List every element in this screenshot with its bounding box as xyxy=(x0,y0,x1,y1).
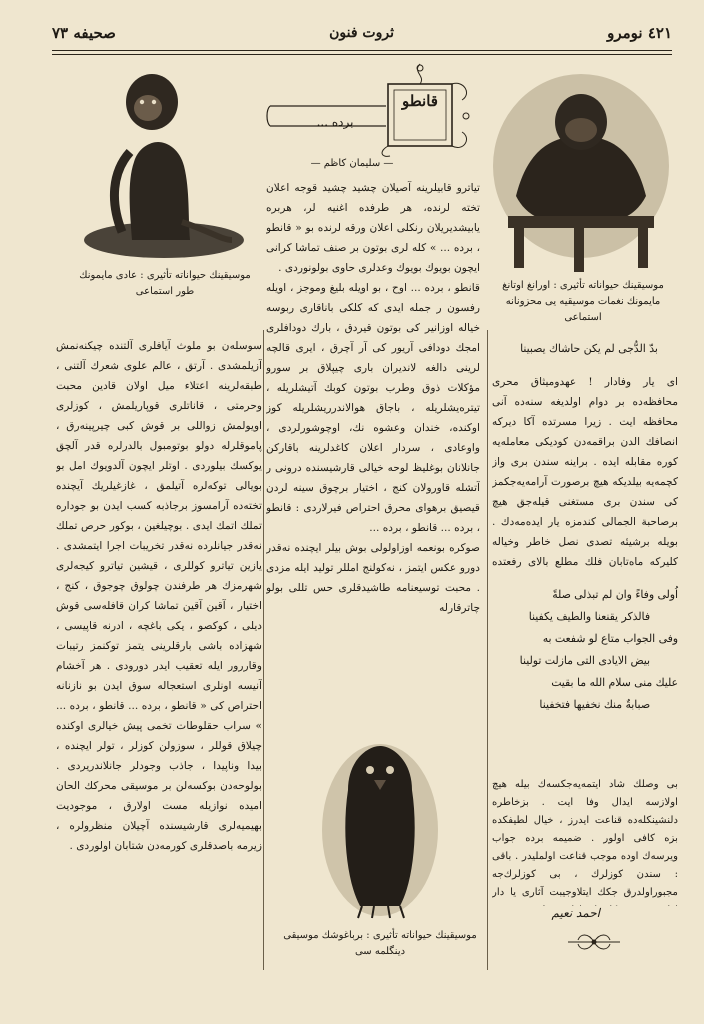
page-header xyxy=(52,18,672,48)
orangutan-illustration xyxy=(486,66,676,276)
center-paragraph: تياترو قابيلرينه آصيلان چشيد چشيد قوجه اعلان تخته لرنده، هر طرفده اغنيه لر، هربره يابيشديريلان رنكلى اعلان ورقه لرنده بو « قانطو ، برده ... » كله لرى بوتون بر صنف تماشا كرانى ايچون بويوك بويوك وعدلرى حاوى بولونوردى . xyxy=(266,182,480,274)
article-title: قانطو xyxy=(402,92,438,110)
verse-top: بدّ الدُّجى لم يكن حاشاك يصبينا xyxy=(520,342,658,355)
left-column xyxy=(56,336,262,966)
verse-line: عليك منى سلام الله ما بقيت xyxy=(551,676,678,689)
verse-line: فالذكر يقنعنا والطيف يكفينا xyxy=(528,610,650,623)
verse-line: بيض الايادى التى مازلت تولينا xyxy=(519,654,650,667)
article-author: — سليمان كاظم — xyxy=(310,158,394,169)
center-column xyxy=(266,178,480,700)
monkey-caption: موسيقينك حيواناته تأثيرى : عادى مايمونك طور استماعى xyxy=(79,270,251,297)
owl-illustration xyxy=(318,730,442,920)
left-paragraph: سوسله‌ن بو ملوث آيافلرى آلتنده چيكنه‌نمش آزيلمشدى . آرتق ، عالم علوى شعرك آلتنى ، طبقه‌لرينه اعتلاء ميل اولان قادين محبت وحرمتى ، قاناتلرى قوپاريلمش ، كوزلرى اويولمش زواللى بر قوش كبى چيرپينه‌رق ، پاموقلرله دولو بوتومبول بالدرلره قدر آلچق يوكسك بيلوردى . اوتلر ايچون آلدويوك امل بو بويالى توكه‌لره آتيلمق ، غازغيلريك آيچنده تخته‌ده آرامسوز برجاذبه كسب ايدن بو جوداره تملك اتمك ايدى . بوچيلغين ، بوكور حرص تملك نەقدر جيانلرده نەقدر تخريبات اجرا ايتمشدى . يازين تياترو كوللرى ، قيشين تياترو كيجەلرى شهرمزك هر طرفندن چولوق چوجوق ، كنج ، اختيار ، آقين آقين تماشا كران قافله‌سى قوش ديلى ، كوكصو ، يكى باغچه ، ادرنه قاپيسى ، شهزاده باشى بارقلرينى يتمز توكنمز رتيبات وقاررور ايله تعقيب ايدر دورودى . هر آخشام آنيسه اونلرى استعجاله سوق ايدن بو نازنانه احتراص كى « قانطو ، برده ... قانطو ، برده ... » سراب حقلوطات تخمى پيش خيالرى اوكنده چيلاق قوللر ، سوزولن كوزلر ، تولر ايچنده ، بيدا وناپيدا ، جاذب وجودلر جانلاندريردى . بولوحه‌دن بوكسه‌لن بر موسيقى محركك الحان اميده نوازيله مست اولارق ، موجوديت بهيميه‌لرى قارشيسنده آچيلان منظرولره ، زيرمه باصدقلرى كورمه‌دن شتابان اولوردى . xyxy=(56,340,262,852)
column-divider xyxy=(487,330,488,970)
column-divider xyxy=(263,330,264,970)
title-ornament xyxy=(266,60,478,160)
center-paragraph: قانطو ، برده ... اوح ، بو اويله بليغ وموجز ، اويله رفسون ر جمله ايدى كه كلكى باناقارى ربوسه خياله اوزانير كى بوتون قيردق ، بارك دودافلرى امجك دودافى آريور كى آر آچرق ، ايرى قالچه لرينى دالغه لانديران بارى چيپلاق بر سورو مؤكلات ذوق وطرب بوتون كوبك آتيشلريله ، تيترەيشلريله ، باجاق هوالاندرريشلريله كوز اوكنده، خندان وعشوه نك، اوچوشورلردى ، واوعادى ، سردار اعلان كاغدلرينه باقاركن جانلانان بوغليظ لوحه خيالى قارشيسنده درونى ر آتشله قاورولان كنج ، اختيار برچوق سينه لردن قيصيق برهواى محرق احتراص فيرلاردى : قانطو ، برده ... قانطو ، برده ... xyxy=(266,282,480,534)
page-number: صحيفه ٧٣ xyxy=(52,24,116,42)
header-rule xyxy=(52,50,672,51)
verse-line: صبابةٌ منك نخفيها فتخفينا xyxy=(539,698,650,711)
header-rule-thin xyxy=(52,54,672,55)
verse-stanza xyxy=(500,584,678,716)
author-signature: احمد نعيم xyxy=(551,906,600,920)
floral-ornament xyxy=(564,928,624,956)
issue-number: ٤٢١ نومرو xyxy=(607,24,672,42)
verse-line: وفى الجواب متاع لو شفعت به xyxy=(542,632,678,645)
center-paragraph: صوكره بونعمه اوزاولولى بوش بيلر ايچنده نەقدر دورو عكس ايتمز ، نەكولنج امللر توليد ايله مزدى . محبت توسيعنامه طاشيدقلرى حس تللى بولو چاترقارله xyxy=(266,542,480,614)
right-paragraph: بى وصلك شاد ايتمه‌يه‌جكسه‌ك بيله هيچ اولازسه ايدال وفا ايت . بزخاطره دلنشينكله‌ده قناعت ايدرز ، خيال لطيفكده بزه كافى اولور . ضميمه برده جواب ويرسه‌ك اوده موجب قناعت اولمليدر . باقى : سندن كوزلرك ، بى كوزلرك‌جه مجبوراولدرق جكك ايتلاوجيبت آثارى يا دار xyxy=(492,779,678,898)
right-paragraph: اى يار وفادار ! عهدوميثاق محرى محافظه‌ده بر دوام اولديغه سنه‌ده آنى محافظه ايت . زيرا مسرتده آكا ديركه انصافك الدن براقمه‌دن كوديكى معامله‌يه كوره مقابله ايده . براينه سندن برى واز كچمه‌يه بيلديكه هيچ برصورت آرامه‌يه‌جكمز كى سندن برى مستغنى قيلەجق هيچ برصاحبة الجمالى كندمزه يار ايده‌مه‌دك . بويله برشيئه تصدى نصل خاطر وخياله كليركه ماه‌تابان فلك مطلع بالاى رفعتده xyxy=(492,376,678,568)
owl-caption: موسيقينك حيواناته تأثيرى : برباغوشك موسيقى دينگلمه سى xyxy=(283,930,477,957)
journal-title: ثروت فنون xyxy=(329,25,394,41)
verse-line: اُولى وفاءً وان لم تبذلى صلةً xyxy=(552,588,678,601)
orangutan-caption: موسيقينك حيواناته تأثيرى : اورانغ اوتانغ مايمونك نغمات موسيقيه يى محزونانه استماعى xyxy=(502,280,664,323)
monkey-illustration xyxy=(72,62,252,262)
article-subtitle: برده ... xyxy=(316,115,354,129)
right-column-upper xyxy=(492,372,678,572)
right-column-lower xyxy=(492,776,678,906)
